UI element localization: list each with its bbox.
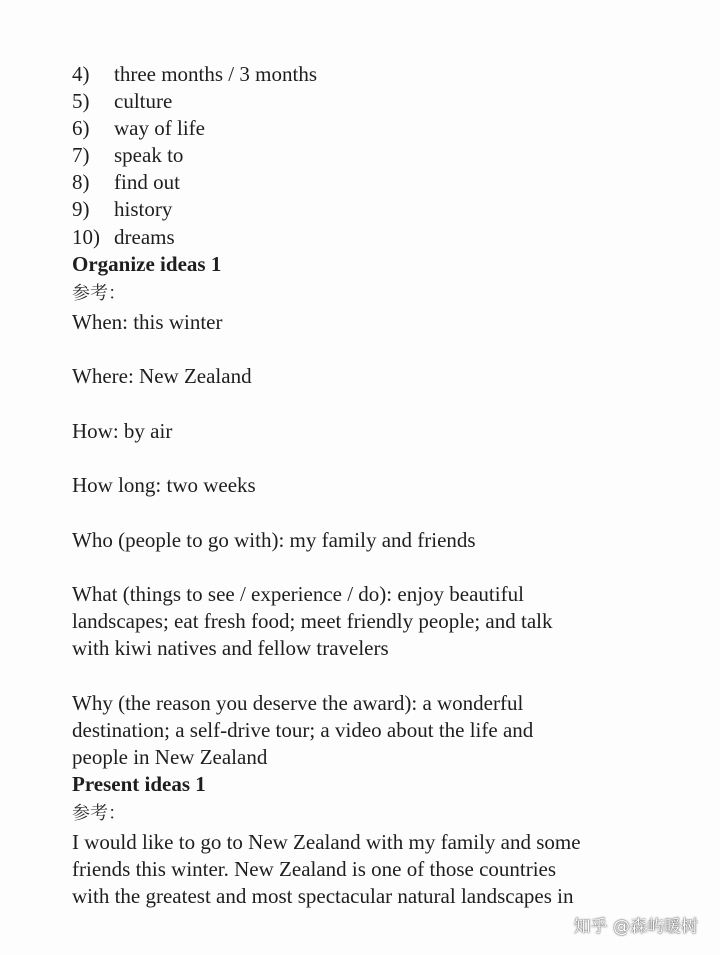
answer-number: 9) <box>72 197 90 221</box>
answer-item-6 <box>72 115 205 142</box>
organize-who: Who (people to go with): my family and friends <box>72 528 476 552</box>
answer-text: speak to <box>114 143 184 167</box>
zhihu-watermark: 知乎 @森屿暖树 <box>573 917 698 937</box>
answer-item-7 <box>72 142 183 169</box>
present-line-3: with the greatest and most spectacular natural landscapes in <box>72 884 574 908</box>
organize-why-line-3: people in New Zealand <box>72 745 268 769</box>
answer-text: dreams <box>114 225 175 249</box>
answer-item-8 <box>72 169 180 196</box>
present-line-1: I would like to go to New Zealand with my family and some <box>72 830 581 854</box>
organize-what-line-1: What (things to see / experience / do): enjoy beautiful <box>72 582 524 606</box>
answer-text: three months / 3 months <box>114 62 317 86</box>
organize-heading: Organize ideas 1 <box>72 252 222 276</box>
answer-number: 4) <box>72 62 90 86</box>
organize-what-line-3: with kiwi natives and fellow travelers <box>72 636 389 660</box>
organize-why-line-1: Why (the reason you deserve the award): a wonderful <box>72 691 524 715</box>
answer-item-5 <box>72 88 172 115</box>
organize-reference-label: 参考： <box>72 283 126 304</box>
organize-how: How: by air <box>72 419 173 443</box>
answer-item-9 <box>72 196 172 223</box>
answer-number: 8) <box>72 170 90 194</box>
answer-number: 6) <box>72 116 90 140</box>
present-reference-label: 参考： <box>72 803 126 824</box>
organize-why-line-2: destination; a self-drive tour; a video about the life and <box>72 718 534 742</box>
organize-when: When: this winter <box>72 310 223 334</box>
answer-number: 7) <box>72 143 90 167</box>
present-heading: Present ideas 1 <box>72 772 206 796</box>
answer-text: find out <box>114 170 180 194</box>
present-line-2: friends this winter. New Zealand is one of those countries <box>72 857 557 881</box>
answer-item-10 <box>72 224 175 251</box>
answer-number: 5) <box>72 89 90 113</box>
organize-how-long: How long: two weeks <box>72 473 256 497</box>
organize-where: Where: New Zealand <box>72 364 252 388</box>
answer-number: 10) <box>72 225 100 249</box>
answer-text: culture <box>114 89 173 113</box>
organize-what-line-2: landscapes; eat fresh food; meet friendly people; and talk <box>72 609 553 633</box>
answer-item-4 <box>72 61 317 88</box>
answer-text: way of life <box>114 116 205 140</box>
answer-text: history <box>114 197 173 221</box>
